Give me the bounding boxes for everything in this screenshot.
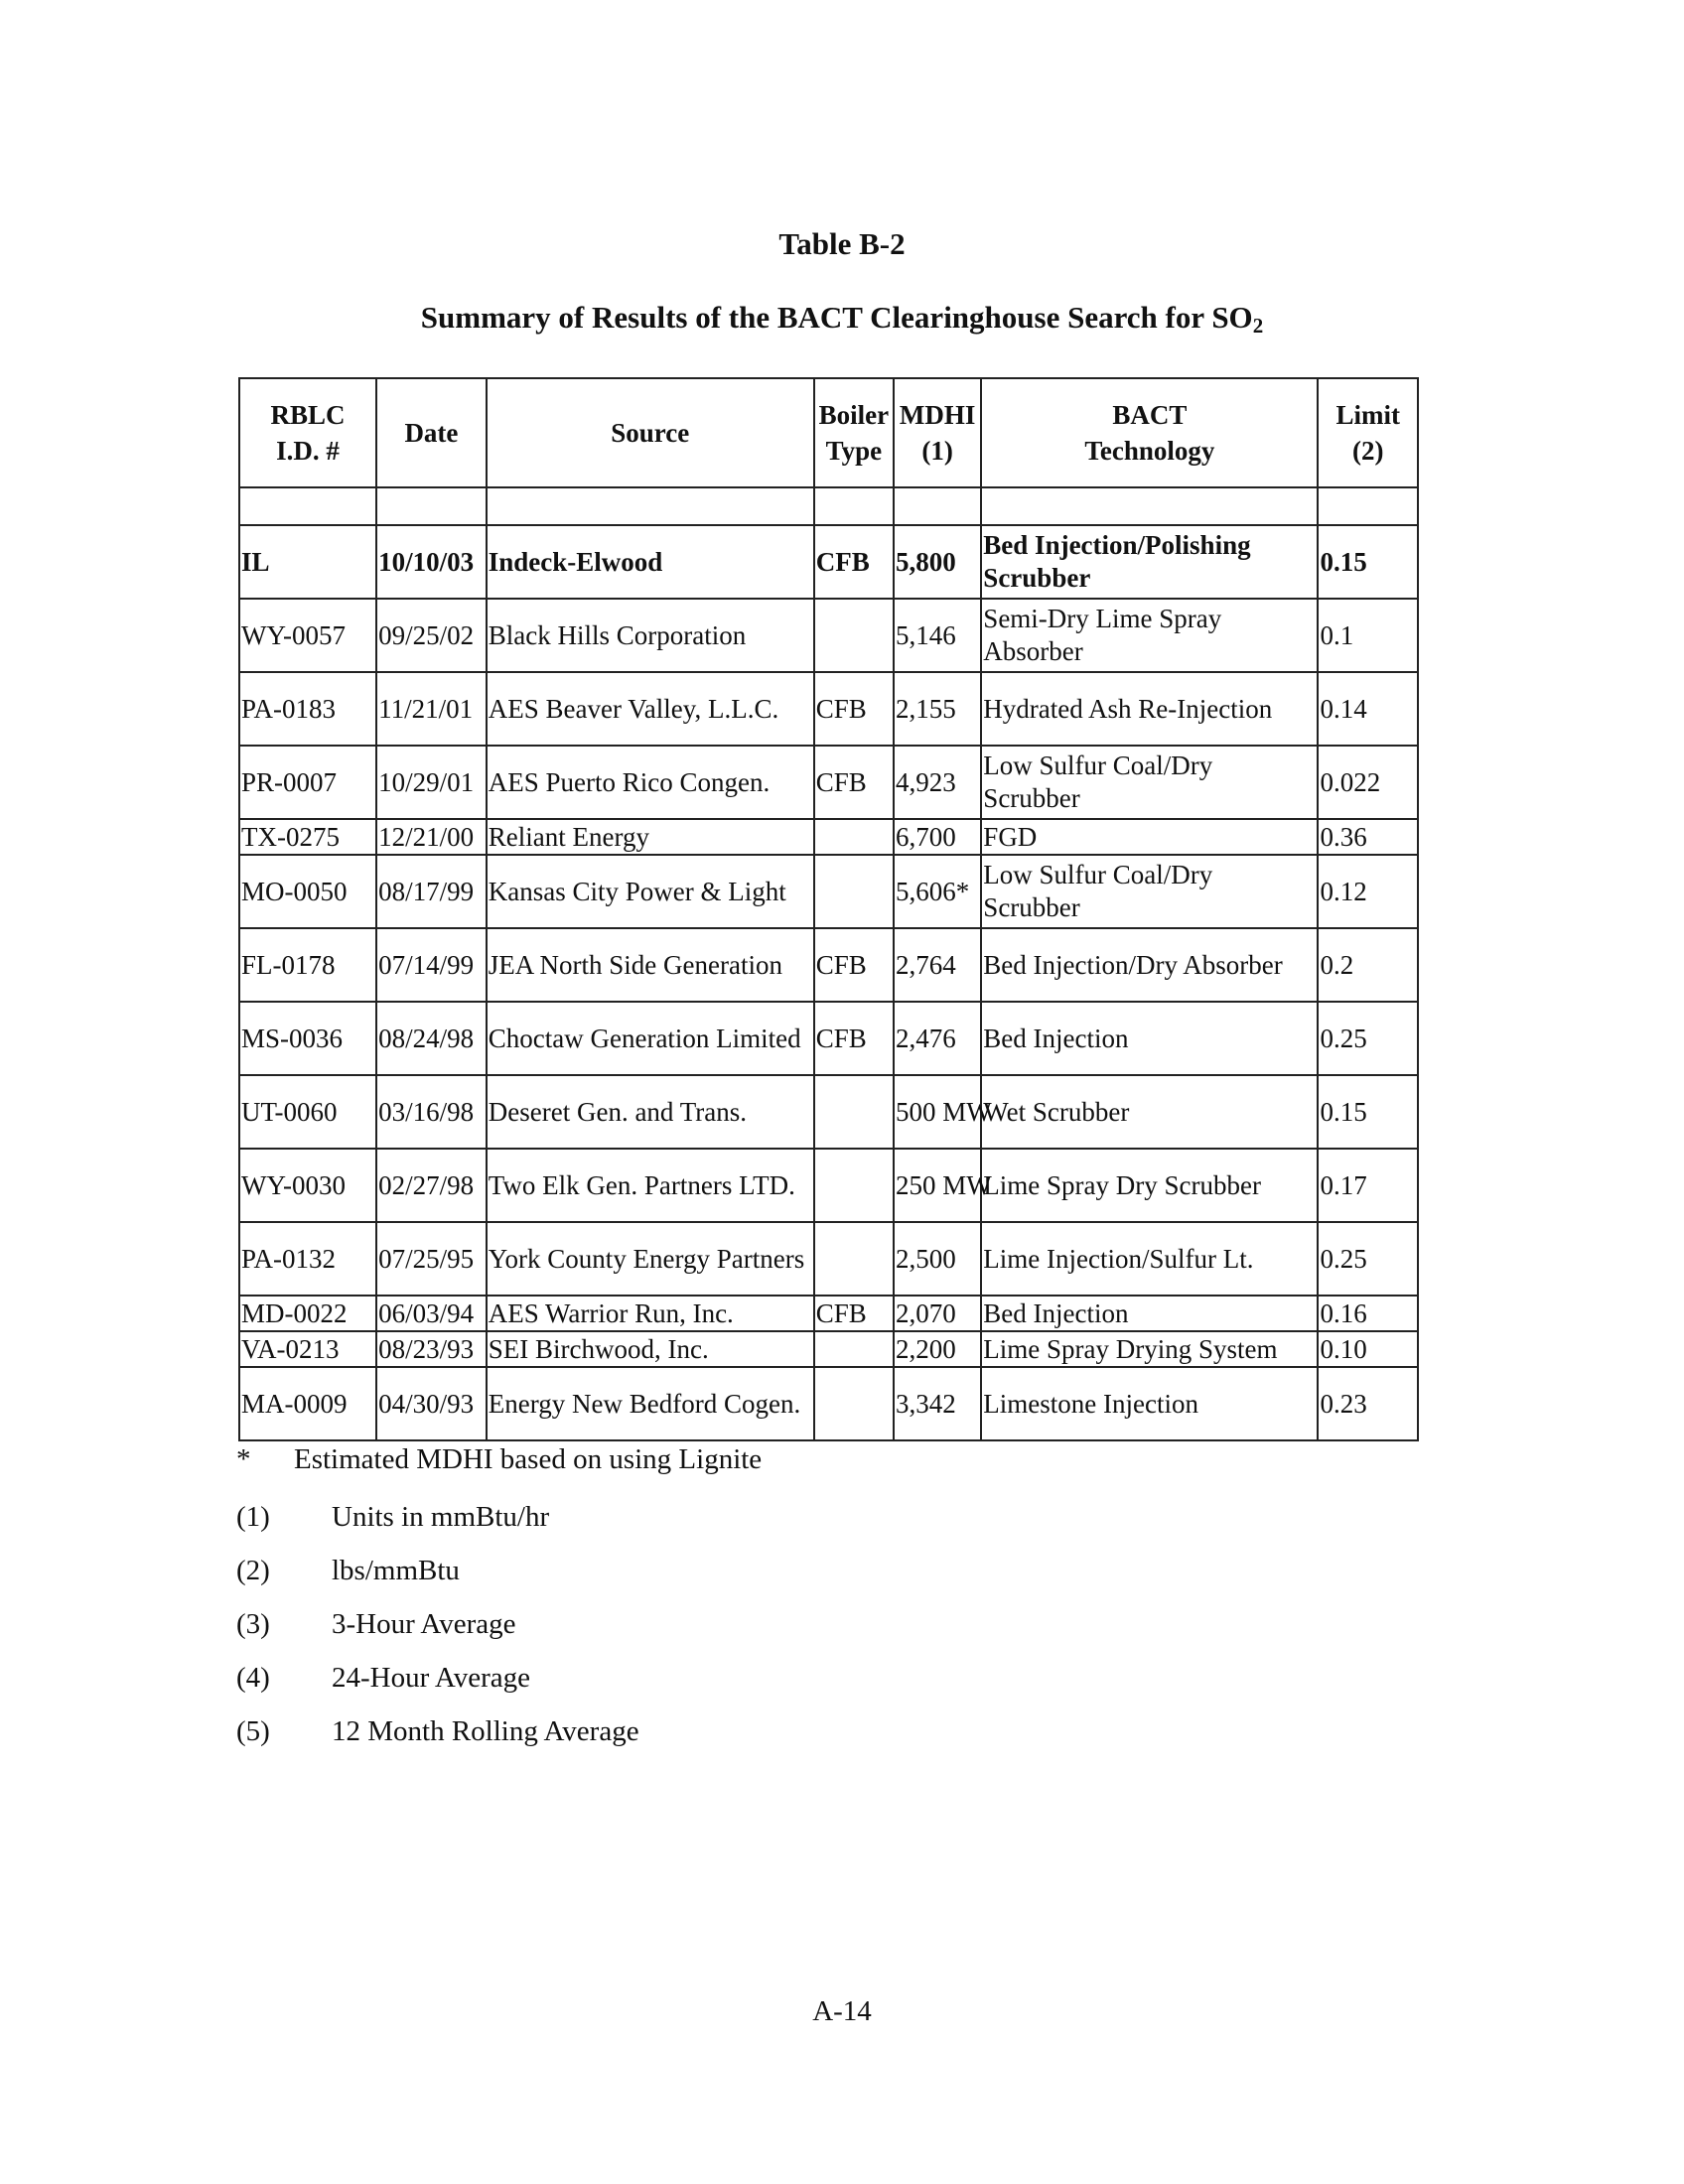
cell-id: TX-0275 bbox=[239, 819, 376, 855]
cell-limit: 0.14 bbox=[1318, 672, 1418, 746]
cell-mdhi: 250 MW bbox=[894, 1149, 981, 1222]
cell-id: PA-0132 bbox=[239, 1222, 376, 1296]
cell-id: VA-0213 bbox=[239, 1331, 376, 1367]
cell-mdhi: 3,342 bbox=[894, 1367, 981, 1440]
cell-mdhi: 500 MW bbox=[894, 1075, 981, 1149]
table-row bbox=[239, 1296, 1418, 1331]
cell-date: 12/21/00 bbox=[376, 819, 487, 855]
cell-limit: 0.16 bbox=[1318, 1296, 1418, 1331]
table-subtitle bbox=[0, 300, 1684, 339]
cell-mdhi: 2,764 bbox=[894, 928, 981, 1002]
cell-limit: 0.2 bbox=[1318, 928, 1418, 1002]
cell-source: Deseret Gen. and Trans. bbox=[487, 1075, 814, 1149]
cell-date: 07/14/99 bbox=[376, 928, 487, 1002]
cell-source: York County Energy Partners bbox=[487, 1222, 814, 1296]
cell-boiler bbox=[814, 855, 894, 928]
cell-id: PR-0007 bbox=[239, 746, 376, 819]
table-row bbox=[239, 1075, 1418, 1149]
cell-limit: 0.23 bbox=[1318, 1367, 1418, 1440]
cell-source: Choctaw Generation Limited bbox=[487, 1002, 814, 1075]
cell-bact: Bed Injection/Polishing Scrubber bbox=[981, 525, 1318, 599]
cell-id: MO-0050 bbox=[239, 855, 376, 928]
cell-limit: 0.022 bbox=[1318, 746, 1418, 819]
footnote-number: (4) bbox=[236, 1662, 270, 1694]
cell-id: WY-0057 bbox=[239, 599, 376, 672]
cell-date: 08/17/99 bbox=[376, 855, 487, 928]
cell-boiler: CFB bbox=[814, 746, 894, 819]
cell-date: 02/27/98 bbox=[376, 1149, 487, 1222]
cell-id: MD-0022 bbox=[239, 1296, 376, 1331]
footnote-number: (1) bbox=[236, 1501, 270, 1533]
table-spacer-row bbox=[239, 487, 1418, 525]
cell-source: SEI Birchwood, Inc. bbox=[487, 1331, 814, 1367]
subtitle-subscript: 2 bbox=[1252, 314, 1264, 338]
footnote-text: 24-Hour Average bbox=[332, 1662, 530, 1694]
cell-bact: FGD bbox=[981, 819, 1318, 855]
cell-date: 08/23/93 bbox=[376, 1331, 487, 1367]
cell-date: 06/03/94 bbox=[376, 1296, 487, 1331]
cell-mdhi: 2,155 bbox=[894, 672, 981, 746]
cell-boiler bbox=[814, 599, 894, 672]
cell-boiler bbox=[814, 1367, 894, 1440]
table-row bbox=[239, 599, 1418, 672]
cell-limit: 0.15 bbox=[1318, 1075, 1418, 1149]
footnote-text: lbs/mmBtu bbox=[332, 1555, 460, 1586]
table-row bbox=[239, 1222, 1418, 1296]
footnote-number: (5) bbox=[236, 1715, 270, 1747]
table-title: Table B-2 bbox=[778, 226, 906, 261]
cell-bact: Low Sulfur Coal/Dry Scrubber bbox=[981, 855, 1318, 928]
cell-bact: Limestone Injection bbox=[981, 1367, 1318, 1440]
table-row bbox=[239, 525, 1418, 599]
table-row bbox=[239, 928, 1418, 1002]
cell-bact: Lime Injection/Sulfur Lt. bbox=[981, 1222, 1318, 1296]
cell-id: PA-0183 bbox=[239, 672, 376, 746]
cell-source: Two Elk Gen. Partners LTD. bbox=[487, 1149, 814, 1222]
cell-limit: 0.10 bbox=[1318, 1331, 1418, 1367]
cell-source: AES Beaver Valley, L.L.C. bbox=[487, 672, 814, 746]
cell-mdhi: 5,800 bbox=[894, 525, 981, 599]
cell-source: AES Puerto Rico Congen. bbox=[487, 746, 814, 819]
cell-bact: Bed Injection bbox=[981, 1296, 1318, 1331]
cell-bact: Semi-Dry Lime Spray Absorber bbox=[981, 599, 1318, 672]
cell-mdhi: 2,200 bbox=[894, 1331, 981, 1367]
cell-limit: 0.25 bbox=[1318, 1002, 1418, 1075]
header-date: Date bbox=[376, 378, 487, 487]
cell-boiler bbox=[814, 1222, 894, 1296]
cell-limit: 0.12 bbox=[1318, 855, 1418, 928]
cell-bact: Lime Spray Drying System bbox=[981, 1331, 1318, 1367]
table-row bbox=[239, 1331, 1418, 1367]
cell-boiler bbox=[814, 819, 894, 855]
cell-mdhi: 5,146 bbox=[894, 599, 981, 672]
cell-boiler bbox=[814, 1149, 894, 1222]
footnote-text: Estimated MDHI based on using Lignite bbox=[294, 1443, 763, 1475]
cell-date: 04/30/93 bbox=[376, 1367, 487, 1440]
cell-source: AES Warrior Run, Inc. bbox=[487, 1296, 814, 1331]
cell-mdhi: 2,070 bbox=[894, 1296, 981, 1331]
cell-boiler bbox=[814, 1075, 894, 1149]
footnote-text: 3-Hour Average bbox=[332, 1608, 516, 1640]
cell-id: WY-0030 bbox=[239, 1149, 376, 1222]
cell-id: UT-0060 bbox=[239, 1075, 376, 1149]
footnote-number: (2) bbox=[236, 1555, 270, 1586]
cell-date: 08/24/98 bbox=[376, 1002, 487, 1075]
cell-date: 10/10/03 bbox=[376, 525, 487, 599]
header-boiler-type: Boiler Type bbox=[814, 378, 894, 487]
footnote-mark: * bbox=[236, 1443, 251, 1475]
cell-bact: Bed Injection/Dry Absorber bbox=[981, 928, 1318, 1002]
cell-boiler: CFB bbox=[814, 672, 894, 746]
header-limit: Limit (2) bbox=[1318, 378, 1418, 487]
cell-mdhi: 4,923 bbox=[894, 746, 981, 819]
table-row bbox=[239, 819, 1418, 855]
cell-id: MS-0036 bbox=[239, 1002, 376, 1075]
header-bact-technology: BACT Technology bbox=[981, 378, 1318, 487]
cell-limit: 0.36 bbox=[1318, 819, 1418, 855]
cell-source: Black Hills Corporation bbox=[487, 599, 814, 672]
cell-boiler: CFB bbox=[814, 1002, 894, 1075]
cell-source: Energy New Bedford Cogen. bbox=[487, 1367, 814, 1440]
footnote-number: (3) bbox=[236, 1608, 270, 1640]
cell-limit: 0.1 bbox=[1318, 599, 1418, 672]
cell-bact: Low Sulfur Coal/Dry Scrubber bbox=[981, 746, 1318, 819]
cell-boiler: CFB bbox=[814, 928, 894, 1002]
page-number: A-14 bbox=[812, 1995, 872, 2027]
cell-mdhi: 6,700 bbox=[894, 819, 981, 855]
cell-id: FL-0178 bbox=[239, 928, 376, 1002]
cell-date: 11/21/01 bbox=[376, 672, 487, 746]
cell-mdhi: 2,476 bbox=[894, 1002, 981, 1075]
cell-source: Kansas City Power & Light bbox=[487, 855, 814, 928]
footnote-text: 12 Month Rolling Average bbox=[332, 1715, 639, 1747]
cell-date: 07/25/95 bbox=[376, 1222, 487, 1296]
header-mdhi: MDHI (1) bbox=[894, 378, 981, 487]
cell-limit: 0.15 bbox=[1318, 525, 1418, 599]
cell-bact: Wet Scrubber bbox=[981, 1075, 1318, 1149]
cell-source: JEA North Side Generation bbox=[487, 928, 814, 1002]
cell-bact: Hydrated Ash Re-Injection bbox=[981, 672, 1318, 746]
table-row bbox=[239, 1367, 1418, 1440]
cell-date: 03/16/98 bbox=[376, 1075, 487, 1149]
table-row bbox=[239, 746, 1418, 819]
cell-boiler bbox=[814, 1331, 894, 1367]
cell-id: IL bbox=[239, 525, 376, 599]
cell-date: 10/29/01 bbox=[376, 746, 487, 819]
subtitle-text: Summary of Results of the BACT Clearinghouse Search for SO bbox=[420, 300, 1253, 335]
table-row bbox=[239, 1149, 1418, 1222]
cell-limit: 0.17 bbox=[1318, 1149, 1418, 1222]
bact-results-table bbox=[238, 377, 1419, 1441]
table-header-row bbox=[239, 378, 1418, 487]
cell-source: Indeck-Elwood bbox=[487, 525, 814, 599]
table-row bbox=[239, 1002, 1418, 1075]
cell-source: Reliant Energy bbox=[487, 819, 814, 855]
cell-id: MA-0009 bbox=[239, 1367, 376, 1440]
cell-boiler: CFB bbox=[814, 1296, 894, 1331]
footnote-text: Units in mmBtu/hr bbox=[332, 1501, 550, 1533]
header-source: Source bbox=[487, 378, 814, 487]
table-row bbox=[239, 855, 1418, 928]
cell-bact: Lime Spray Dry Scrubber bbox=[981, 1149, 1318, 1222]
cell-date: 09/25/02 bbox=[376, 599, 487, 672]
cell-boiler: CFB bbox=[814, 525, 894, 599]
cell-bact: Bed Injection bbox=[981, 1002, 1318, 1075]
cell-mdhi: 5,606* bbox=[894, 855, 981, 928]
cell-limit: 0.25 bbox=[1318, 1222, 1418, 1296]
cell-mdhi: 2,500 bbox=[894, 1222, 981, 1296]
header-rblc-id: RBLC I.D. # bbox=[239, 378, 376, 487]
table-row bbox=[239, 672, 1418, 746]
